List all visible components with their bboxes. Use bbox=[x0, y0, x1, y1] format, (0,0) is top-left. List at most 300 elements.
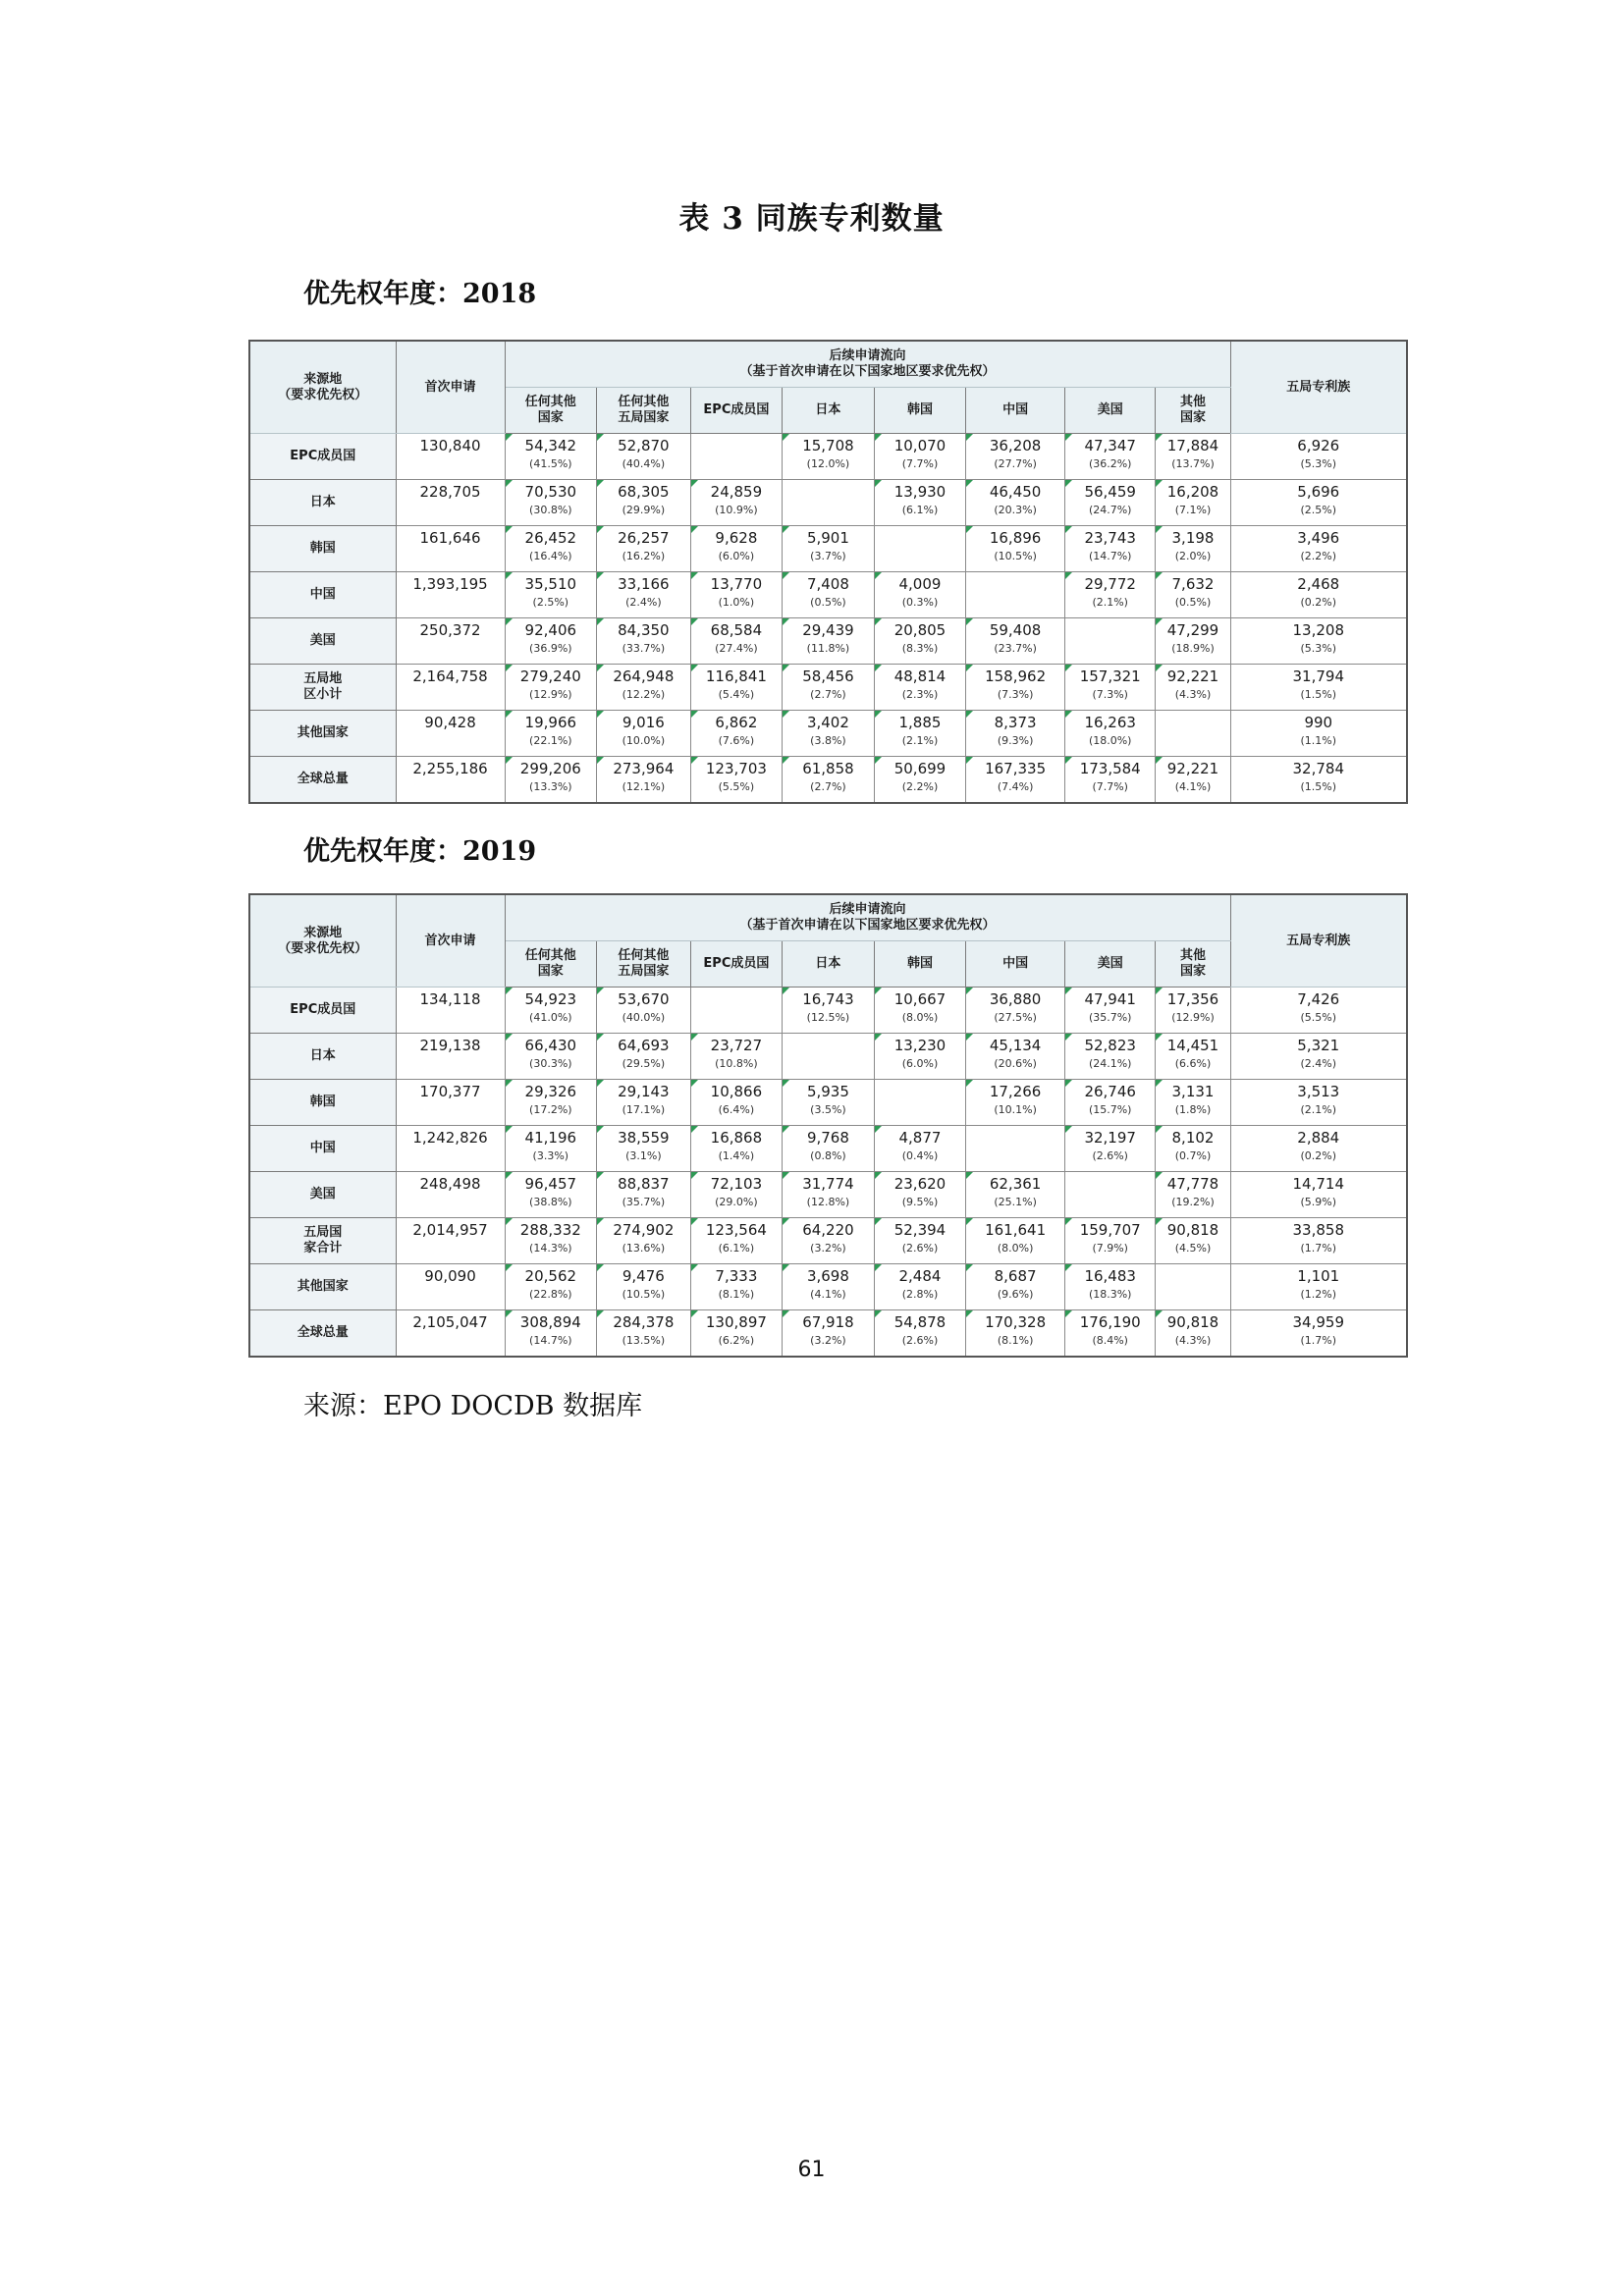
cell-percent: (40.0%) bbox=[622, 1011, 666, 1024]
cell-value: 61,858 bbox=[802, 760, 854, 777]
flow-cell bbox=[874, 1034, 966, 1080]
first-filing-cell bbox=[396, 618, 505, 665]
cell-percent: (7.1%) bbox=[1174, 504, 1212, 516]
header-col-5: 中国 bbox=[966, 388, 1065, 434]
cell-percent: (12.0%) bbox=[806, 457, 850, 470]
cell-percent: (0.2%) bbox=[1300, 1149, 1337, 1162]
flow-cell bbox=[1156, 665, 1230, 711]
flow-cell bbox=[783, 1310, 875, 1358]
cell-value: 68,584 bbox=[710, 621, 763, 639]
flow-cell bbox=[1156, 618, 1230, 665]
table-row bbox=[249, 711, 1407, 757]
cell-percent: (10.5%) bbox=[994, 550, 1037, 562]
cell-percent: (2.7%) bbox=[810, 780, 846, 793]
cell-percent: (20.3%) bbox=[994, 504, 1037, 516]
flow-cell bbox=[690, 757, 783, 804]
cell-percent: (5.3%) bbox=[1300, 457, 1337, 470]
cell-value: 219,138 bbox=[419, 1037, 481, 1054]
flow-cell bbox=[690, 1034, 783, 1080]
cell-value: 41,196 bbox=[524, 1129, 577, 1147]
cell-value: 46,450 bbox=[989, 483, 1042, 501]
cell-percent: (6.1%) bbox=[718, 1242, 755, 1255]
flow-cell bbox=[690, 1310, 783, 1358]
flow-cell bbox=[783, 434, 875, 480]
cell-percent: (5.9%) bbox=[1300, 1196, 1337, 1208]
cell-value: 10,866 bbox=[710, 1083, 763, 1100]
cell-value: 299,206 bbox=[519, 760, 581, 777]
first-filing-cell bbox=[396, 1310, 505, 1358]
flow-cell bbox=[874, 757, 966, 804]
flow-cell bbox=[1064, 526, 1156, 572]
cell-percent: (36.2%) bbox=[1088, 457, 1132, 470]
cell-value: 15,708 bbox=[802, 437, 854, 454]
flow-cell bbox=[1064, 434, 1156, 480]
flow-cell bbox=[505, 1310, 597, 1358]
cell-percent: (0.3%) bbox=[901, 596, 939, 609]
flow-cell bbox=[966, 1034, 1065, 1080]
flow-cell bbox=[1156, 711, 1230, 757]
cell-percent: (1.2%) bbox=[1300, 1288, 1337, 1301]
cell-value: 96,457 bbox=[524, 1175, 577, 1193]
cell-percent: (16.2%) bbox=[622, 550, 666, 562]
cell-percent: (27.5%) bbox=[994, 1011, 1037, 1024]
cell-percent: (17.2%) bbox=[529, 1103, 572, 1116]
family-cell bbox=[1230, 757, 1407, 804]
cell-value: 8,373 bbox=[994, 714, 1037, 731]
cell-percent bbox=[691, 437, 783, 440]
cell-value: 5,935 bbox=[806, 1083, 849, 1100]
cell-percent: (12.9%) bbox=[529, 688, 572, 701]
cell-value: 92,221 bbox=[1166, 760, 1219, 777]
cell-value: 7,333 bbox=[715, 1267, 758, 1285]
cell-percent: (1.8%) bbox=[1174, 1103, 1212, 1116]
table-row bbox=[249, 988, 1407, 1034]
cell-value: 228,705 bbox=[419, 483, 481, 501]
cell-value: 123,703 bbox=[705, 760, 767, 777]
cell-value: 250,372 bbox=[419, 621, 481, 639]
family-cell bbox=[1230, 480, 1407, 526]
cell-value: 2,255,186 bbox=[412, 760, 488, 777]
cell-percent: (8.4%) bbox=[1092, 1334, 1128, 1347]
flow-cell bbox=[1156, 572, 1230, 618]
flow-cell bbox=[966, 988, 1065, 1034]
cell-percent: (3.5%) bbox=[810, 1103, 846, 1116]
flow-cell bbox=[874, 618, 966, 665]
cell-value: 29,143 bbox=[618, 1083, 670, 1100]
cell-value: 50,699 bbox=[893, 760, 947, 777]
cell-percent: (11.8%) bbox=[806, 642, 850, 655]
flow-cell bbox=[597, 1218, 691, 1264]
cell-percent: (16.4%) bbox=[529, 550, 572, 562]
first-filing-cell bbox=[396, 1080, 505, 1126]
cell-value: 3,198 bbox=[1171, 529, 1215, 547]
cell-value: 16,896 bbox=[989, 529, 1042, 547]
cell-value: 308,894 bbox=[519, 1313, 581, 1331]
cell-value: 23,620 bbox=[893, 1175, 947, 1193]
cell-value: 31,774 bbox=[802, 1175, 854, 1193]
header-first-filing: 首次申请 bbox=[396, 894, 505, 988]
cell-value: 19,966 bbox=[524, 714, 577, 731]
first-filing-cell bbox=[396, 480, 505, 526]
cell-percent: (41.5%) bbox=[529, 457, 572, 470]
flow-cell bbox=[597, 526, 691, 572]
table-row bbox=[249, 665, 1407, 711]
cell-value: 6,926 bbox=[1297, 437, 1340, 454]
row-label: 韩国 bbox=[249, 526, 396, 572]
first-filing-cell bbox=[396, 757, 505, 804]
family-cell bbox=[1230, 526, 1407, 572]
cell-percent bbox=[966, 1129, 1064, 1132]
cell-percent: (2.3%) bbox=[901, 688, 939, 701]
row-label: 美国 bbox=[249, 618, 396, 665]
flow-cell bbox=[690, 434, 783, 480]
cell-value: 47,299 bbox=[1166, 621, 1219, 639]
first-filing-cell bbox=[396, 526, 505, 572]
flow-cell bbox=[874, 711, 966, 757]
flow-cell bbox=[783, 1034, 875, 1080]
flow-cell bbox=[874, 434, 966, 480]
flow-cell bbox=[597, 757, 691, 804]
cell-value: 130,897 bbox=[705, 1313, 767, 1331]
flow-cell bbox=[1156, 1310, 1230, 1358]
family-cell bbox=[1230, 711, 1407, 757]
flow-cell bbox=[1156, 757, 1230, 804]
flow-cell bbox=[597, 572, 691, 618]
cell-value: 26,257 bbox=[618, 529, 670, 547]
cell-percent: (9.6%) bbox=[997, 1288, 1034, 1301]
flow-cell bbox=[597, 480, 691, 526]
cell-percent: (29.5%) bbox=[622, 1057, 666, 1070]
cell-value: 48,814 bbox=[893, 667, 947, 685]
flow-cell bbox=[1064, 572, 1156, 618]
cell-percent: (13.7%) bbox=[1171, 457, 1215, 470]
flow-cell bbox=[1156, 1172, 1230, 1218]
cell-percent: (10.8%) bbox=[715, 1057, 758, 1070]
family-cell bbox=[1230, 988, 1407, 1034]
cell-value: 167,335 bbox=[985, 760, 1047, 777]
cell-value: 58,456 bbox=[802, 667, 854, 685]
cell-percent: (1.7%) bbox=[1300, 1242, 1337, 1255]
cell-value: 2,105,047 bbox=[412, 1313, 488, 1331]
cell-value: 52,394 bbox=[893, 1221, 947, 1239]
flow-cell bbox=[597, 988, 691, 1034]
cell-percent bbox=[691, 990, 783, 993]
cell-percent: (7.7%) bbox=[901, 457, 939, 470]
cell-value: 279,240 bbox=[519, 667, 581, 685]
cell-percent: (2.1%) bbox=[1092, 596, 1128, 609]
first-filing-cell bbox=[396, 572, 505, 618]
flow-cell bbox=[597, 1172, 691, 1218]
cell-percent: (27.7%) bbox=[994, 457, 1037, 470]
row-label: 日本 bbox=[249, 480, 396, 526]
flow-cell bbox=[690, 1218, 783, 1264]
row-label: EPC成员国 bbox=[249, 988, 396, 1034]
cell-value: 90,818 bbox=[1166, 1221, 1219, 1239]
cell-value: 990 bbox=[1304, 714, 1333, 731]
cell-percent: (2.6%) bbox=[901, 1242, 939, 1255]
cell-percent: (20.6%) bbox=[994, 1057, 1037, 1070]
cell-value: 2,484 bbox=[898, 1267, 942, 1285]
flow-cell bbox=[597, 1034, 691, 1080]
flow-cell bbox=[966, 526, 1065, 572]
cell-percent: (36.9%) bbox=[529, 642, 572, 655]
cell-percent: (4.3%) bbox=[1174, 688, 1212, 701]
priority-year-2018-label: 优先权年度：2018 bbox=[303, 279, 537, 309]
flow-cell bbox=[783, 1172, 875, 1218]
first-filing-cell bbox=[396, 434, 505, 480]
cell-value: 1,242,826 bbox=[412, 1129, 488, 1147]
cell-value: 62,361 bbox=[989, 1175, 1042, 1193]
header-subsequent-flow: 后续申请流向 （基于首次申请在以下国家地区要求优先权） bbox=[505, 341, 1230, 388]
cell-percent: (0.2%) bbox=[1300, 596, 1337, 609]
flow-cell bbox=[690, 665, 783, 711]
cell-value: 7,426 bbox=[1297, 990, 1340, 1008]
header-col-2: EPC成员国 bbox=[690, 388, 783, 434]
cell-percent: (4.1%) bbox=[810, 1288, 846, 1301]
cell-percent: (1.0%) bbox=[718, 596, 755, 609]
flow-cell bbox=[505, 1264, 597, 1310]
family-table-2018 bbox=[248, 340, 1408, 804]
cell-value: 54,878 bbox=[893, 1313, 947, 1331]
cell-value: 17,884 bbox=[1166, 437, 1219, 454]
flow-cell bbox=[1156, 1080, 1230, 1126]
header-col-3: 日本 bbox=[783, 941, 875, 988]
cell-value: 130,840 bbox=[419, 437, 481, 454]
cell-value: 173,584 bbox=[1079, 760, 1141, 777]
cell-percent: (5.4%) bbox=[718, 688, 755, 701]
cell-percent: (8.3%) bbox=[901, 642, 939, 655]
cell-value: 134,118 bbox=[419, 990, 481, 1008]
cell-value: 9,768 bbox=[806, 1129, 849, 1147]
cell-percent: (5.3%) bbox=[1300, 642, 1337, 655]
cell-percent: (12.5%) bbox=[806, 1011, 850, 1024]
cell-percent: (2.4%) bbox=[625, 596, 662, 609]
cell-percent: (2.4%) bbox=[1300, 1057, 1337, 1070]
flow-cell bbox=[1156, 434, 1230, 480]
table-row bbox=[249, 526, 1407, 572]
flow-cell bbox=[690, 711, 783, 757]
cell-value: 161,646 bbox=[419, 529, 481, 547]
family-cell bbox=[1230, 1172, 1407, 1218]
family-cell bbox=[1230, 1034, 1407, 1080]
cell-percent: (10.9%) bbox=[715, 504, 758, 516]
flow-cell bbox=[783, 711, 875, 757]
cell-percent: (9.3%) bbox=[997, 734, 1034, 747]
cell-value: 2,014,957 bbox=[412, 1221, 488, 1239]
row-label: 全球总量 bbox=[249, 757, 396, 804]
header-col-3: 日本 bbox=[783, 388, 875, 434]
cell-percent: (24.7%) bbox=[1088, 504, 1132, 516]
first-filing-cell bbox=[396, 665, 505, 711]
priority-year-2019-label: 优先权年度：2019 bbox=[303, 836, 537, 867]
flow-cell bbox=[690, 1126, 783, 1172]
cell-percent: (4.5%) bbox=[1174, 1242, 1212, 1255]
header-origin: 来源地 （要求优先权） bbox=[249, 894, 396, 988]
cell-percent: (3.1%) bbox=[625, 1149, 662, 1162]
cell-value: 274,902 bbox=[613, 1221, 675, 1239]
cell-value: 16,743 bbox=[802, 990, 854, 1008]
header-col-0: 任何其他 国家 bbox=[505, 941, 597, 988]
cell-percent: (29.0%) bbox=[715, 1196, 758, 1208]
cell-value: 16,483 bbox=[1084, 1267, 1136, 1285]
table-row bbox=[249, 618, 1407, 665]
flow-cell bbox=[783, 757, 875, 804]
cell-value: 29,326 bbox=[524, 1083, 577, 1100]
family-cell bbox=[1230, 1264, 1407, 1310]
cell-percent: (13.3%) bbox=[529, 780, 572, 793]
row-label: 韩国 bbox=[249, 1080, 396, 1126]
flow-cell bbox=[874, 1172, 966, 1218]
family-cell bbox=[1230, 434, 1407, 480]
flow-cell bbox=[1156, 526, 1230, 572]
cell-percent: (2.1%) bbox=[1300, 1103, 1337, 1116]
flow-cell bbox=[505, 757, 597, 804]
cell-value: 116,841 bbox=[705, 667, 767, 685]
cell-percent: (25.1%) bbox=[994, 1196, 1037, 1208]
cell-percent bbox=[875, 1083, 966, 1086]
row-label: 美国 bbox=[249, 1172, 396, 1218]
header-col-6: 美国 bbox=[1064, 388, 1156, 434]
flow-cell bbox=[690, 1172, 783, 1218]
cell-percent: (7.9%) bbox=[1092, 1242, 1128, 1255]
cell-value: 3,698 bbox=[806, 1267, 849, 1285]
flow-cell bbox=[1064, 711, 1156, 757]
flow-cell bbox=[505, 711, 597, 757]
cell-value: 4,877 bbox=[898, 1129, 942, 1147]
cell-value: 17,266 bbox=[989, 1083, 1042, 1100]
family-cell bbox=[1230, 572, 1407, 618]
flow-cell bbox=[690, 526, 783, 572]
flow-cell bbox=[874, 665, 966, 711]
cell-value: 1,885 bbox=[898, 714, 942, 731]
cell-percent: (0.7%) bbox=[1174, 1149, 1212, 1162]
row-label: 全球总量 bbox=[249, 1310, 396, 1358]
flow-cell bbox=[505, 480, 597, 526]
flow-cell bbox=[597, 1310, 691, 1358]
flow-cell bbox=[505, 665, 597, 711]
flow-cell bbox=[783, 572, 875, 618]
cell-value: 13,230 bbox=[893, 1037, 947, 1054]
cell-value: 10,667 bbox=[893, 990, 947, 1008]
cell-value: 176,190 bbox=[1079, 1313, 1141, 1331]
cell-percent bbox=[1156, 1267, 1229, 1270]
flow-cell bbox=[505, 1126, 597, 1172]
cell-percent: (4.1%) bbox=[1174, 780, 1212, 793]
cell-value: 38,559 bbox=[618, 1129, 670, 1147]
cell-value: 47,347 bbox=[1084, 437, 1136, 454]
cell-percent: (8.1%) bbox=[718, 1288, 755, 1301]
cell-percent: (2.6%) bbox=[1092, 1149, 1128, 1162]
flow-cell bbox=[597, 711, 691, 757]
flow-cell bbox=[1156, 1264, 1230, 1310]
cell-percent: (7.7%) bbox=[1092, 780, 1128, 793]
cell-percent: (29.9%) bbox=[622, 504, 666, 516]
cell-value: 33,858 bbox=[1292, 1221, 1345, 1239]
flow-cell bbox=[597, 1080, 691, 1126]
flow-cell bbox=[597, 618, 691, 665]
flow-cell bbox=[1064, 1080, 1156, 1126]
flow-cell bbox=[690, 1264, 783, 1310]
cell-value: 23,727 bbox=[710, 1037, 763, 1054]
table-row bbox=[249, 480, 1407, 526]
table-row bbox=[249, 572, 1407, 618]
cell-percent: (35.7%) bbox=[622, 1196, 666, 1208]
cell-value: 59,408 bbox=[989, 621, 1042, 639]
cell-value: 4,009 bbox=[898, 575, 942, 593]
flow-cell bbox=[597, 665, 691, 711]
flow-cell bbox=[783, 1218, 875, 1264]
cell-percent: (6.4%) bbox=[718, 1103, 755, 1116]
cell-percent: (8.0%) bbox=[997, 1242, 1034, 1255]
cell-value: 72,103 bbox=[710, 1175, 763, 1193]
cell-percent: (2.2%) bbox=[901, 780, 939, 793]
cell-value: 20,562 bbox=[524, 1267, 577, 1285]
flow-cell bbox=[597, 1264, 691, 1310]
cell-value: 158,962 bbox=[985, 667, 1047, 685]
cell-percent bbox=[1065, 621, 1156, 624]
flow-cell bbox=[505, 1218, 597, 1264]
cell-value: 16,208 bbox=[1166, 483, 1219, 501]
cell-percent: (15.7%) bbox=[1088, 1103, 1132, 1116]
flow-cell bbox=[1064, 665, 1156, 711]
flow-cell bbox=[505, 988, 597, 1034]
cell-value: 123,564 bbox=[705, 1221, 767, 1239]
cell-percent: (6.0%) bbox=[901, 1057, 939, 1070]
page-title: 表 3 同族专利数量 bbox=[678, 201, 945, 237]
cell-value: 3,496 bbox=[1297, 529, 1340, 547]
cell-value: 2,884 bbox=[1297, 1129, 1340, 1147]
cell-value: 47,941 bbox=[1084, 990, 1136, 1008]
flow-cell bbox=[874, 988, 966, 1034]
family-cell bbox=[1230, 1080, 1407, 1126]
cell-percent: (3.2%) bbox=[810, 1334, 846, 1347]
first-filing-cell bbox=[396, 1264, 505, 1310]
flow-cell bbox=[690, 1080, 783, 1126]
cell-percent: (35.7%) bbox=[1088, 1011, 1132, 1024]
row-label: 日本 bbox=[249, 1034, 396, 1080]
cell-percent: (0.5%) bbox=[810, 596, 846, 609]
flow-cell bbox=[597, 1126, 691, 1172]
cell-percent: (24.1%) bbox=[1088, 1057, 1132, 1070]
family-cell bbox=[1230, 618, 1407, 665]
cell-percent: (2.5%) bbox=[532, 596, 569, 609]
cell-percent: (2.1%) bbox=[901, 734, 939, 747]
cell-percent: (8.1%) bbox=[997, 1334, 1034, 1347]
cell-percent: (6.6%) bbox=[1174, 1057, 1212, 1070]
family-cell bbox=[1230, 1310, 1407, 1358]
cell-value: 157,321 bbox=[1079, 667, 1141, 685]
cell-value: 56,459 bbox=[1084, 483, 1136, 501]
flow-cell bbox=[966, 618, 1065, 665]
row-label: 其他国家 bbox=[249, 711, 396, 757]
first-filing-cell bbox=[396, 988, 505, 1034]
cell-value: 88,837 bbox=[618, 1175, 670, 1193]
cell-percent: (38.8%) bbox=[529, 1196, 572, 1208]
cell-percent: (7.3%) bbox=[997, 688, 1034, 701]
flow-cell bbox=[783, 480, 875, 526]
cell-percent bbox=[966, 575, 1064, 578]
flow-cell bbox=[783, 988, 875, 1034]
row-label: 五局地 区小计 bbox=[249, 665, 396, 711]
flow-cell bbox=[1064, 988, 1156, 1034]
cell-percent: (9.5%) bbox=[901, 1196, 939, 1208]
flow-cell bbox=[1064, 1172, 1156, 1218]
cell-percent: (33.7%) bbox=[622, 642, 666, 655]
cell-percent: (3.8%) bbox=[810, 734, 846, 747]
cell-percent: (5.5%) bbox=[1300, 1011, 1337, 1024]
cell-value: 92,221 bbox=[1166, 667, 1219, 685]
flow-cell bbox=[1064, 618, 1156, 665]
